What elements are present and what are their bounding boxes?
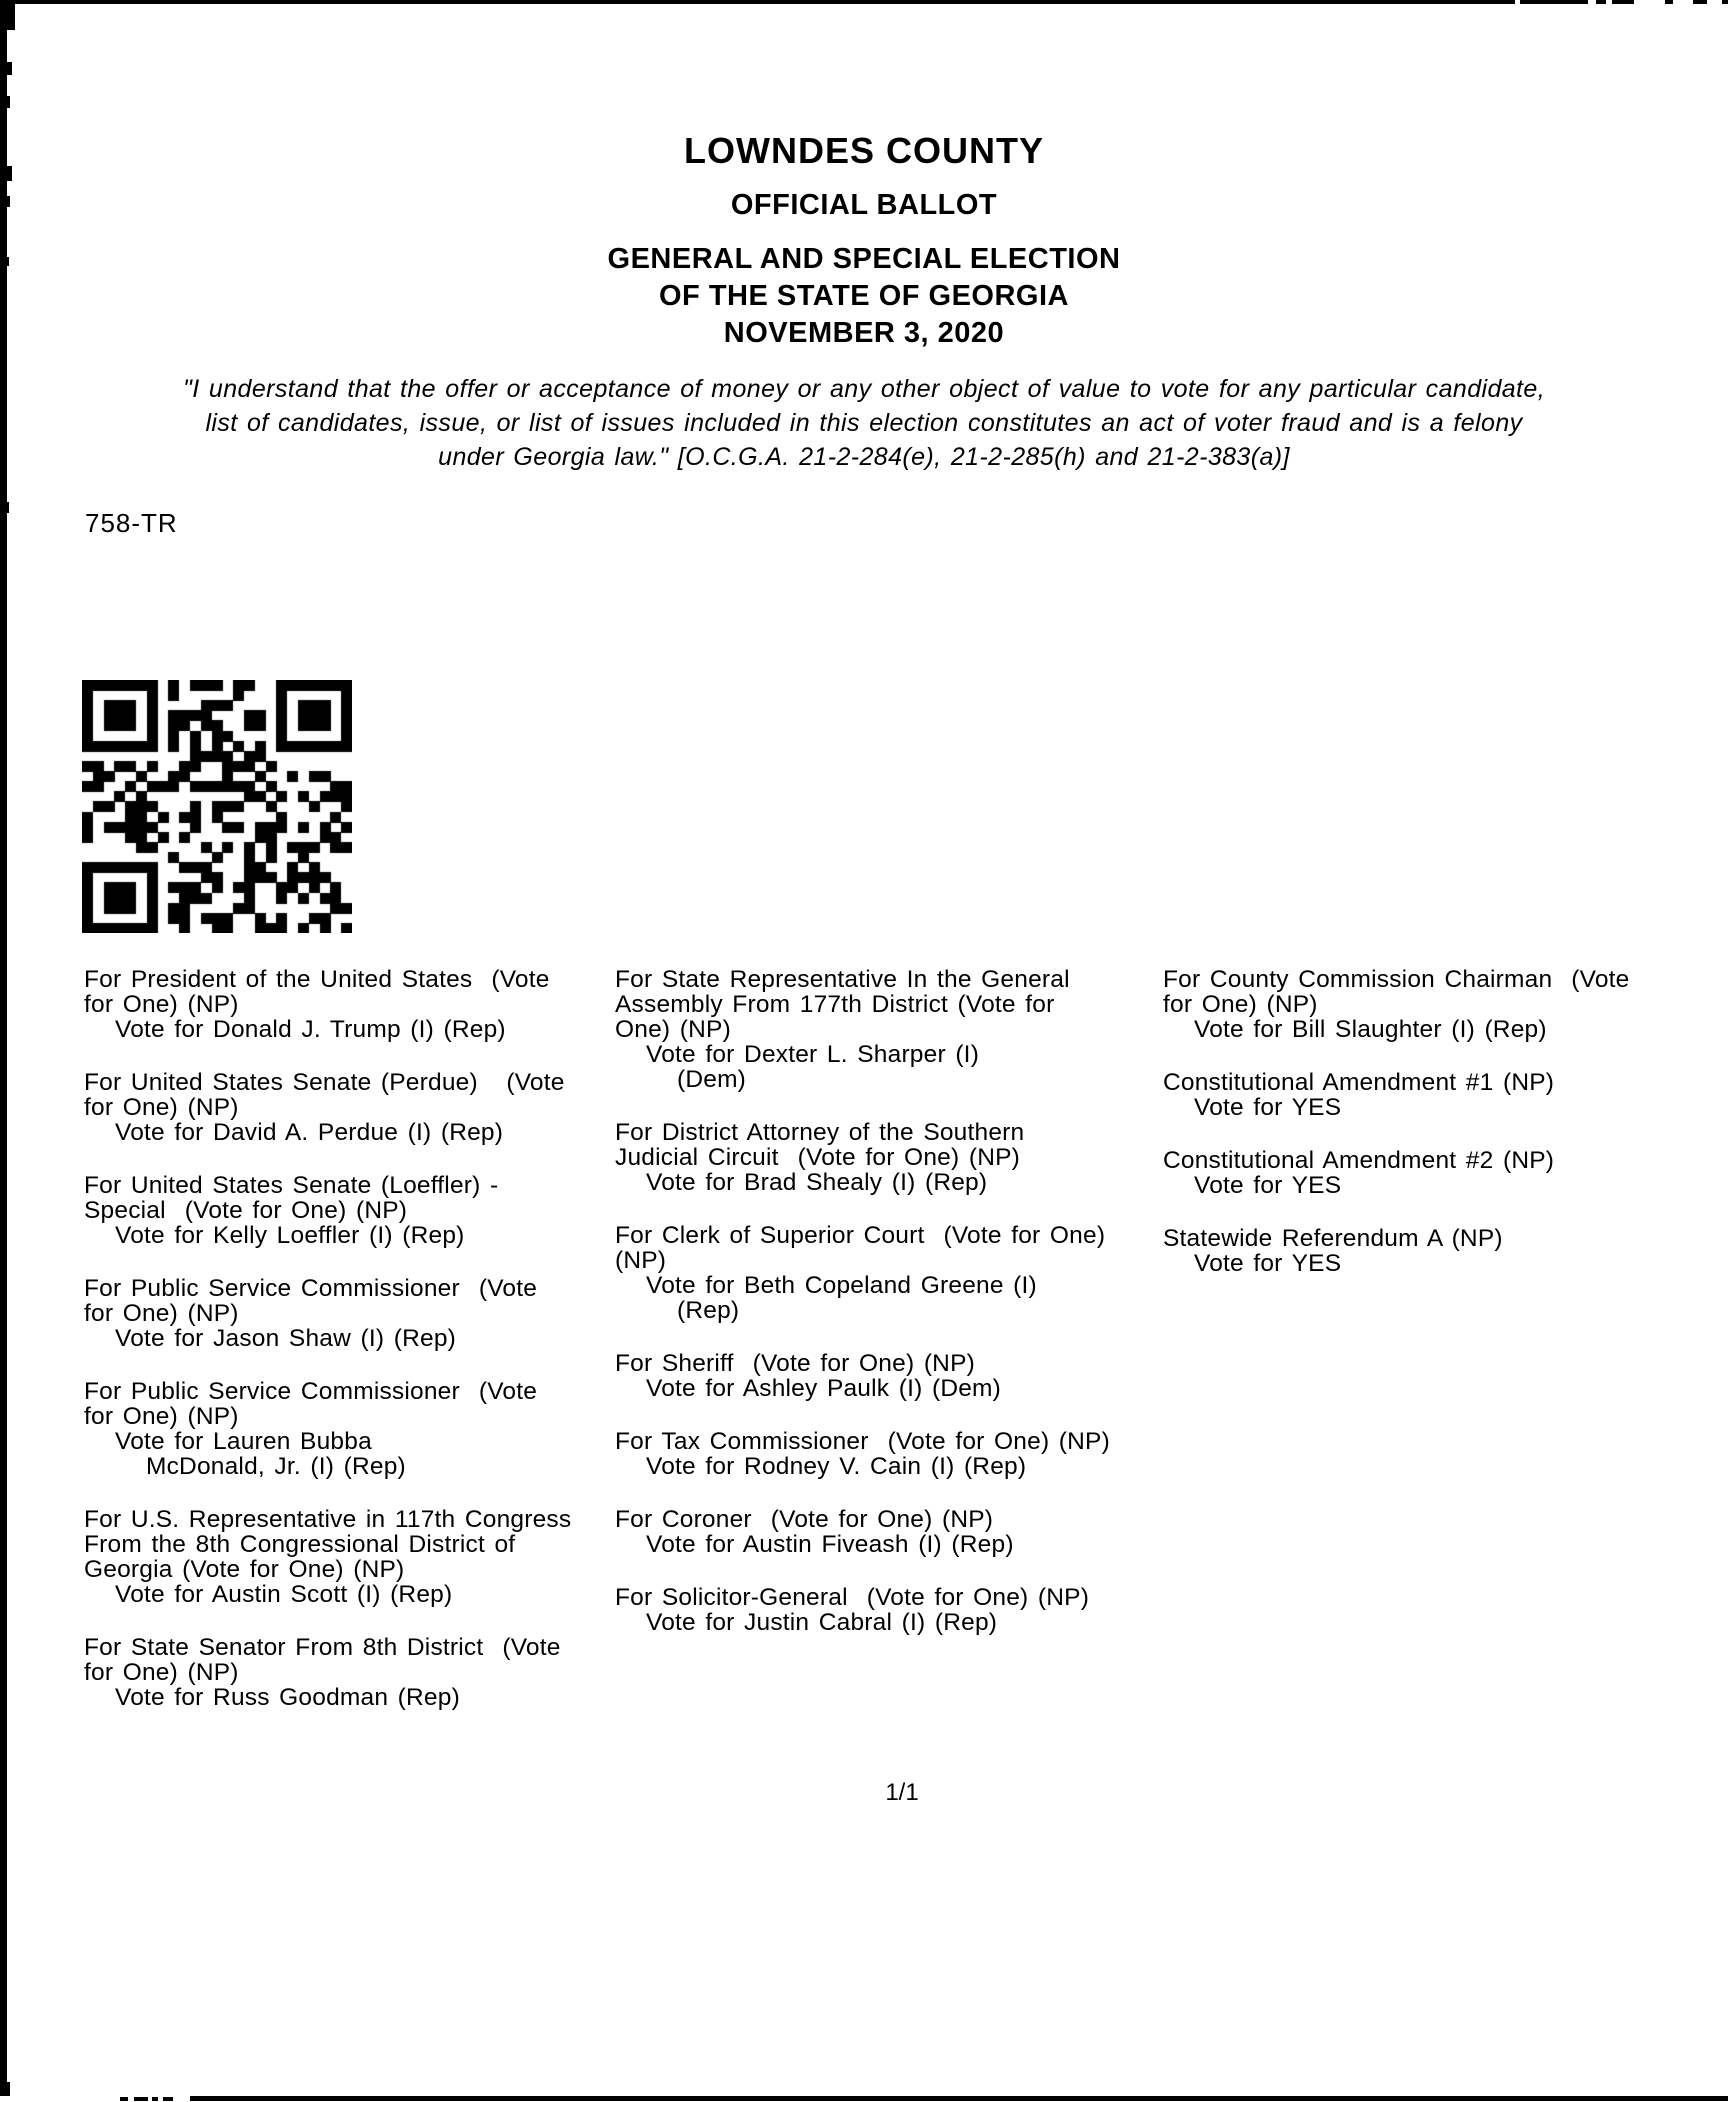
contest-office-line: For Tax Commissioner (Vote for One) (NP) (615, 1428, 1110, 1455)
ballot-column-3 (1163, 967, 1708, 1304)
fraud-disclaimer-line: under Georgia law." [O.C.G.A. 21-2-284(e), 21-2-285(h) and 21-2-383(a)] (438, 443, 1290, 471)
election-title-line: OF THE STATE OF GEORGIA (659, 280, 1069, 312)
election-title-line: GENERAL AND SPECIAL ELECTION (607, 243, 1121, 275)
contest-office-line: For United States Senate (Loeffler) - (84, 1172, 499, 1199)
contest (84, 1173, 629, 1248)
scan-artifact-top-edge (1596, 0, 1606, 4)
scan-artifact-top-edge (1693, 0, 1707, 4)
fraud-disclaimer-line: list of candidates, issue, or list of issues included in this election constitutes an act of voter fraud and is a felony (205, 409, 1523, 437)
contest-vote-line: Vote for Ashley Paulk (I) (Dem) (646, 1375, 1002, 1402)
ballot-header (0, 130, 1728, 352)
ballot-type-title: OFFICIAL BALLOT (730, 189, 998, 221)
contest-office-line: for One) (NP) (84, 991, 239, 1018)
contest-office-line: For District Attorney of the Southern (615, 1119, 1025, 1146)
contest-office-line: For United States Senate (Perdue) (Vote (84, 1069, 565, 1096)
contest-office-line: For Coroner (Vote for One) (NP) (615, 1506, 994, 1533)
contest-vote-line: Vote for Austin Fiveash (I) (Rep) (646, 1531, 1014, 1558)
contest-office-line: For Public Service Commissioner (Vote (84, 1378, 538, 1405)
scan-artifact-bottom-edge (152, 2097, 158, 2101)
fraud-disclaimer-line: "I understand that the offer or acceptance of money or any other object of value to vote for any particular candidate, (182, 375, 1546, 403)
scan-artifact-top-edge (1665, 0, 1673, 4)
contest (615, 1429, 1175, 1479)
contest-office-line: for One) (NP) (84, 1094, 239, 1121)
scan-artifact-bottom-edge (163, 2097, 173, 2101)
contest (615, 1351, 1175, 1401)
contest-vote-line: Vote for YES (1194, 1250, 1342, 1277)
contest-vote-line: Vote for Justin Cabral (I) (Rep) (646, 1609, 998, 1636)
contest-vote-line: Vote for Dexter L. Sharper (I) (646, 1041, 980, 1068)
contest-office-line: For State Senator From 8th District (Vote (84, 1634, 561, 1661)
contest-vote-line: Vote for Kelly Loeffler (I) (Rep) (115, 1222, 465, 1249)
contest (1163, 1070, 1708, 1120)
scan-artifact-bottom-edge (120, 2097, 128, 2101)
contest-vote-line: Vote for Jason Shaw (I) (Rep) (115, 1325, 457, 1352)
contest (615, 967, 1175, 1092)
contest-vote-line: McDonald, Jr. (I) (Rep) (146, 1453, 406, 1480)
contest-office-line: For State Representative In the General (615, 966, 1070, 993)
contest-office-line: For U.S. Representative in 117th Congress (84, 1506, 572, 1533)
contest (1163, 1148, 1708, 1198)
contest-vote-line: Vote for YES (1194, 1094, 1342, 1121)
contest (84, 1507, 629, 1607)
ballot-style-code: 758-TR (85, 508, 178, 538)
contest-vote-line: Vote for Donald J. Trump (I) (Rep) (115, 1016, 506, 1043)
contest-office-line: For Clerk of Superior Court (Vote for One) (615, 1222, 1106, 1249)
contest-vote-line: Vote for Lauren Bubba (115, 1428, 372, 1455)
contest (84, 1070, 629, 1145)
contest-office-line: From the 8th Congressional District of (84, 1531, 516, 1558)
contest (84, 967, 629, 1042)
contest-office-line: for One) (NP) (84, 1300, 239, 1327)
contest-office-line: For Public Service Commissioner (Vote (84, 1275, 538, 1302)
scan-artifact-left-edge (0, 96, 10, 108)
scan-artifact-left-edge (0, 2082, 10, 2096)
contest (84, 1379, 629, 1479)
contest (615, 1223, 1175, 1323)
scan-artifact-top-edge (1612, 0, 1634, 4)
scan-artifact-top-edge (1520, 0, 1588, 4)
contest-vote-line: Vote for Rodney V. Cain (I) (Rep) (646, 1453, 1027, 1480)
contest-office-line: For President of the United States (Vote (84, 966, 550, 993)
contest-vote-line: Vote for Bill Slaughter (I) (Rep) (1194, 1016, 1547, 1043)
ballot-column-2 (615, 967, 1175, 1663)
qr-code (82, 680, 352, 933)
ballot-column-1 (84, 967, 629, 1738)
contest-office-line: Statewide Referendum A (NP) (1163, 1225, 1503, 1252)
page-number: 1/1 (885, 1779, 919, 1806)
contest-office-line: For Solicitor-General (Vote for One) (NP) (615, 1584, 1090, 1611)
contest-office-line: Special (Vote for One) (NP) (84, 1197, 408, 1224)
scan-artifact-bottom-edge (134, 2097, 148, 2101)
contest-office-line: Judicial Circuit (Vote for One) (NP) (615, 1144, 1020, 1171)
scan-artifact-left-edge (0, 0, 15, 30)
election-title-line: NOVEMBER 3, 2020 (723, 317, 1005, 349)
contest-vote-line: (Dem) (677, 1066, 747, 1093)
contest (615, 1507, 1175, 1557)
scan-artifact-top-edge (1722, 0, 1728, 4)
scan-artifact-top-edge (0, 0, 1515, 4)
contest (1163, 967, 1708, 1042)
contest-vote-line: Vote for Austin Scott (I) (Rep) (115, 1581, 453, 1608)
contest-office-line: for One) (NP) (84, 1403, 239, 1430)
contest-vote-line: Vote for Beth Copeland Greene (I) (646, 1272, 1037, 1299)
scan-artifact-left-edge (0, 502, 9, 513)
contest-vote-line: Vote for YES (1194, 1172, 1342, 1199)
scan-artifact-bottom-edge (190, 2096, 1728, 2101)
contest-office-line: Assembly From 177th District (Vote for (615, 991, 1055, 1018)
contest (615, 1585, 1175, 1635)
contest-office-line: For County Commission Chairman (Vote (1163, 966, 1630, 993)
county-title: LOWNDES COUNTY (684, 130, 1044, 171)
contest-office-line: for One) (NP) (1163, 991, 1318, 1018)
contest-office-line: (NP) (615, 1247, 667, 1274)
contest-vote-line: Vote for Russ Goodman (Rep) (115, 1684, 460, 1711)
contest-vote-line: Vote for David A. Perdue (I) (Rep) (115, 1119, 504, 1146)
contest-office-line: One) (NP) (615, 1016, 731, 1043)
contest-office-line: For Sheriff (Vote for One) (NP) (615, 1350, 975, 1377)
fraud-disclaimer (0, 372, 1728, 474)
contest-office-line: Constitutional Amendment #2 (NP) (1163, 1147, 1555, 1174)
contest (1163, 1226, 1708, 1276)
contest (84, 1635, 629, 1710)
contest (84, 1276, 629, 1351)
contest-vote-line: Vote for Brad Shealy (I) (Rep) (646, 1169, 988, 1196)
contest (615, 1120, 1175, 1195)
contest-office-line: for One) (NP) (84, 1659, 239, 1686)
scan-artifact-left-edge (0, 62, 12, 75)
contest-office-line: Constitutional Amendment #1 (NP) (1163, 1069, 1555, 1096)
contest-vote-line: (Rep) (677, 1297, 740, 1324)
contest-office-line: Georgia (Vote for One) (NP) (84, 1556, 405, 1583)
